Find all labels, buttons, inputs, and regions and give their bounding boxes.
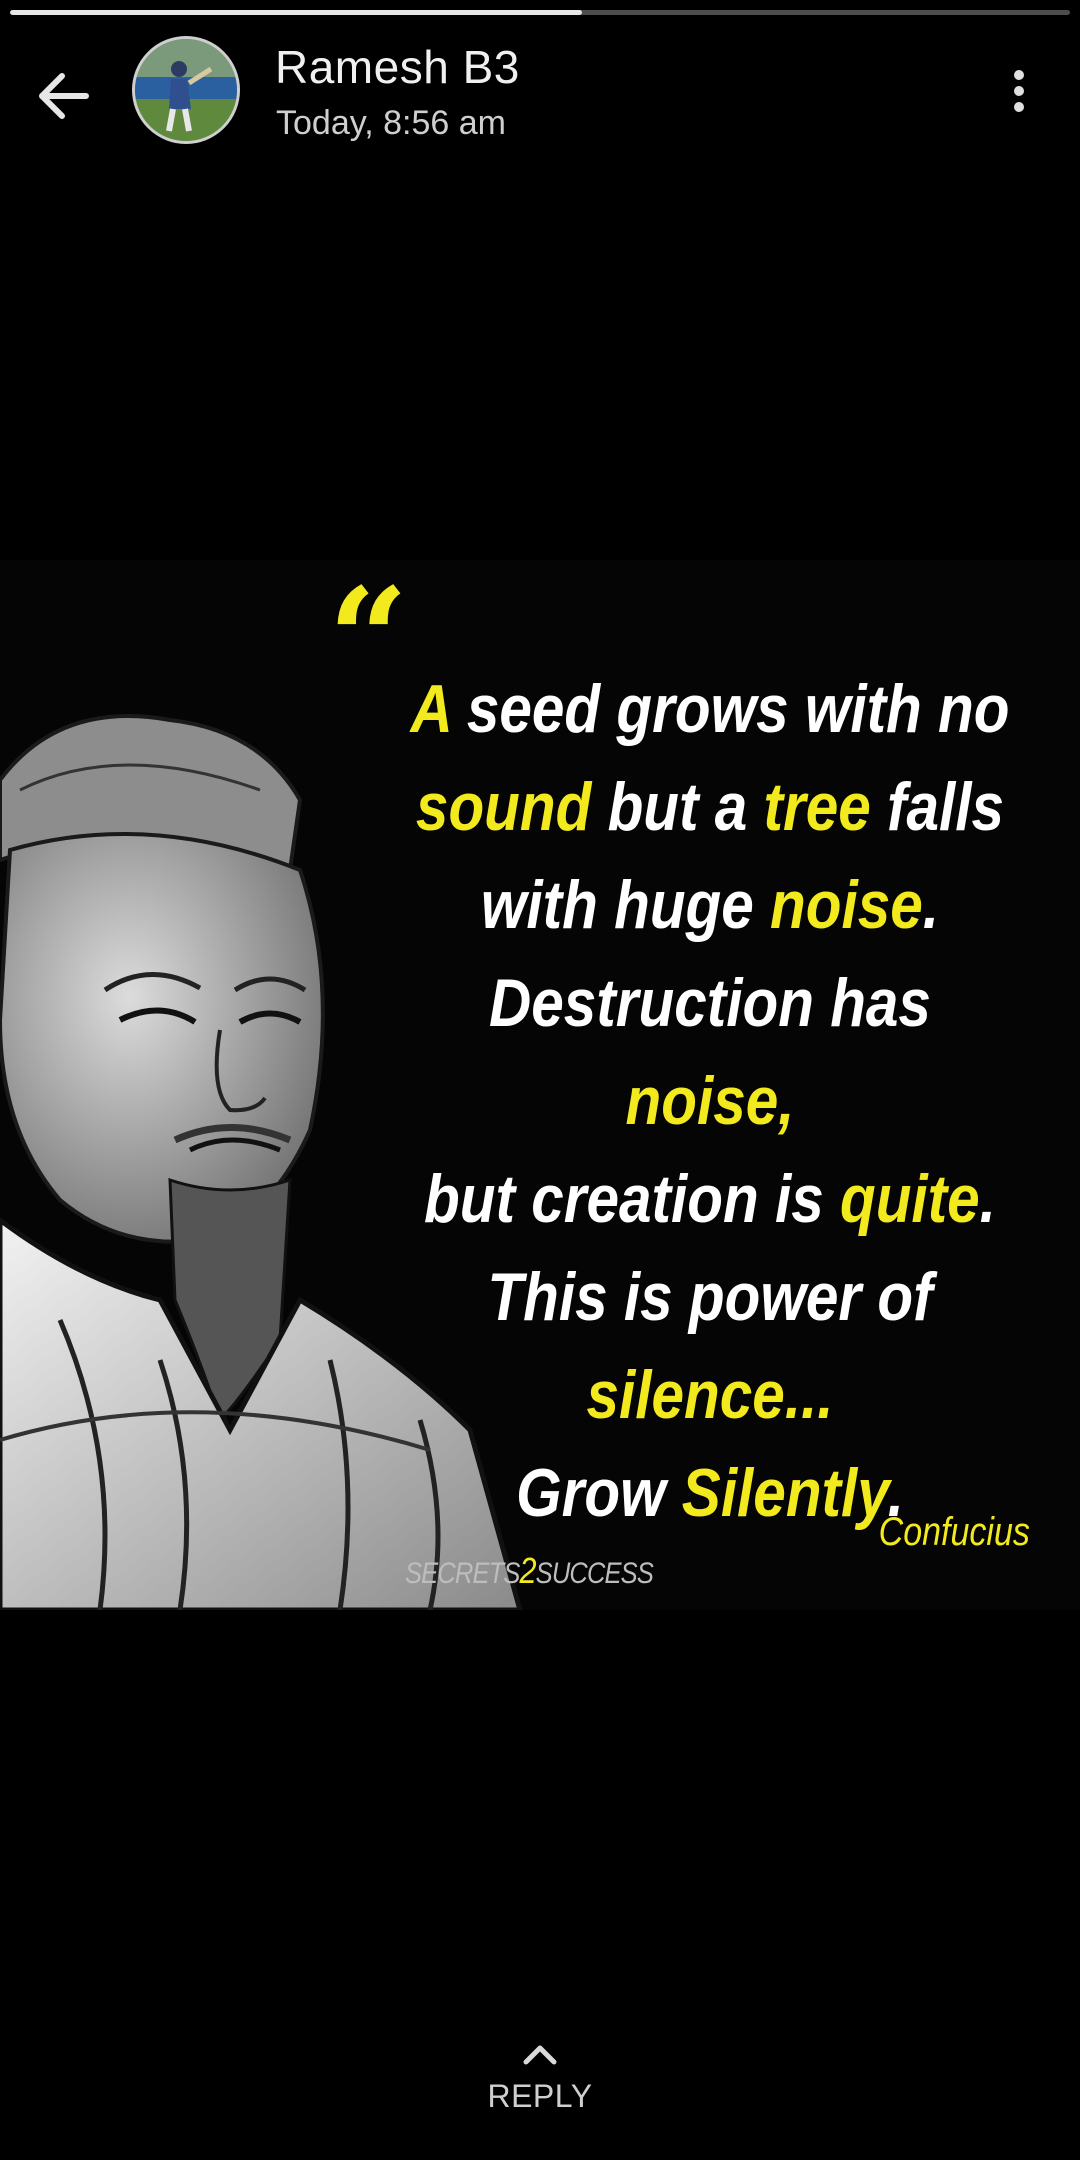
quote-mark: “ bbox=[328, 560, 409, 722]
quote-line bbox=[409, 856, 1011, 954]
status-progress-fill bbox=[10, 10, 582, 15]
quote-line bbox=[409, 758, 1011, 856]
chevron-up-icon bbox=[520, 2040, 560, 2068]
quote-segment: with huge bbox=[480, 867, 771, 943]
quote-highlight: quite bbox=[839, 1161, 980, 1237]
quote-line bbox=[409, 954, 1011, 1150]
status-progress-bar bbox=[10, 10, 1070, 15]
quote-segment: This is power of bbox=[487, 1259, 933, 1335]
quote-segment: falls bbox=[870, 769, 1005, 845]
contact-name: Ramesh B3 bbox=[275, 41, 520, 93]
quote-segment: but a bbox=[591, 769, 764, 845]
quote-author: Confucius bbox=[878, 1510, 1030, 1554]
quote-text bbox=[409, 660, 1011, 1542]
quote-highlight: silence... bbox=[586, 1357, 834, 1433]
status-image bbox=[0, 560, 1080, 1610]
watermark-left: SECRETS bbox=[405, 1557, 520, 1590]
avatar[interactable] bbox=[132, 36, 240, 144]
quote-segment: Grow bbox=[516, 1455, 682, 1531]
quote-highlight: noise, bbox=[625, 1063, 795, 1139]
quote-segment: seed grows with no bbox=[450, 671, 1010, 747]
quote-line bbox=[409, 660, 1011, 758]
watermark-num: 2 bbox=[519, 1550, 536, 1591]
quote-segment: Destruction has bbox=[489, 965, 931, 1041]
reply-label: REPLY bbox=[487, 2078, 593, 2114]
quote-line bbox=[409, 1346, 1011, 1444]
watermark bbox=[405, 1550, 653, 1592]
quote-highlight: Silently bbox=[681, 1455, 888, 1531]
status-header bbox=[0, 28, 1080, 158]
more-options-button[interactable] bbox=[994, 64, 1044, 134]
quote-line bbox=[409, 1150, 1011, 1248]
arrow-left-icon bbox=[28, 58, 104, 134]
reply-button[interactable] bbox=[440, 2040, 640, 2140]
more-vertical-icon bbox=[994, 70, 1044, 112]
quote-segment: . bbox=[922, 867, 940, 943]
quote-line bbox=[409, 1248, 1011, 1346]
quote-highlight: tree bbox=[763, 769, 871, 845]
quote-highlight: noise bbox=[770, 867, 923, 943]
quote-highlight: sound bbox=[415, 769, 592, 845]
watermark-right: SUCCESS bbox=[535, 1557, 654, 1590]
quote-segment: . bbox=[979, 1161, 996, 1237]
quote-segment: but creation is bbox=[424, 1161, 840, 1237]
quote-segment: . bbox=[887, 1455, 904, 1531]
back-button[interactable] bbox=[28, 58, 104, 134]
status-timestamp: Today, 8:56 am bbox=[276, 104, 506, 142]
avatar-photo bbox=[135, 39, 237, 141]
quote-highlight: A bbox=[410, 671, 451, 747]
